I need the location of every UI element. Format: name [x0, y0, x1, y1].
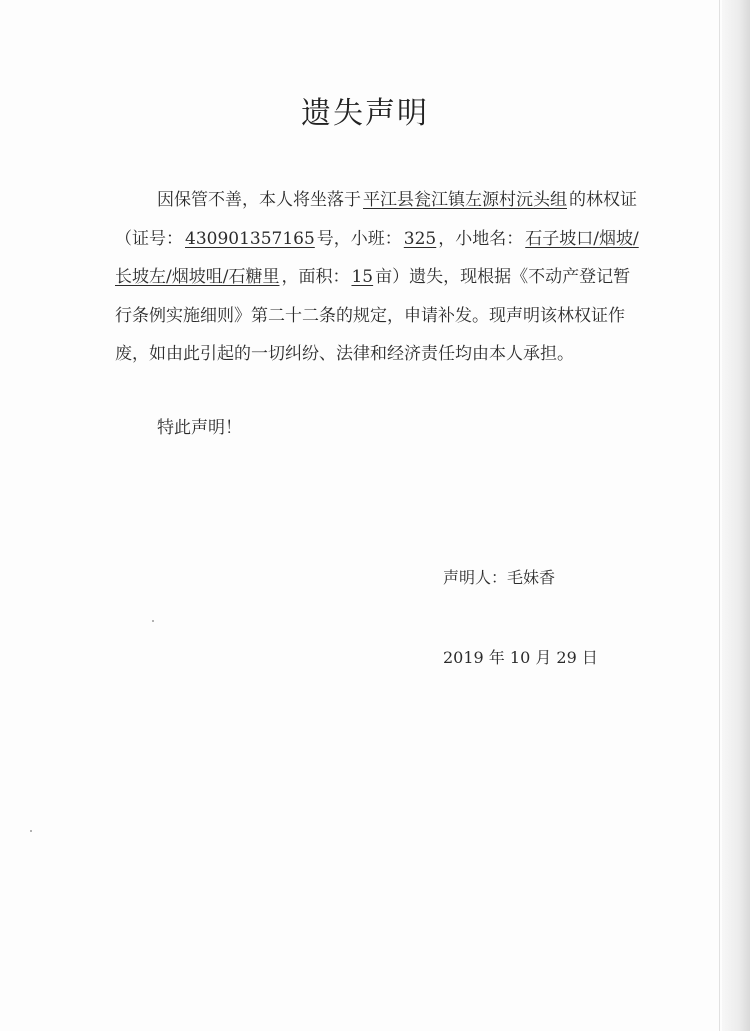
- text-cert-label: 的林权证（证号：: [115, 190, 637, 249]
- closing-line: 特此声明！: [157, 418, 242, 438]
- document-title: 遗失声明: [301, 96, 429, 131]
- place-name-field: 石子坡口/烟坡/长坡左/烟坡咀/石糖里: [115, 228, 639, 287]
- scan-speck: [152, 620, 154, 622]
- statement-body: [115, 181, 643, 374]
- scan-speck: [30, 830, 32, 832]
- subclass-field: 325: [403, 228, 437, 249]
- text-remainder: 亩）遗失，现根据《不动产登记暂行条例实施细则》第二十二条的规定，申请补发。现声明该林权证作废，如由此引起的一切纠纷、法律和经济责任均由本人承担。: [115, 267, 631, 364]
- area-field: 15: [351, 267, 374, 287]
- text-intro: 因保管不善，本人将坐落于: [157, 190, 361, 210]
- cert-number-field: 430901357165: [185, 228, 315, 249]
- text-placename-label: ，小地名：: [438, 228, 524, 249]
- location-field: 平江县瓮江镇左源村沅头组: [363, 190, 567, 210]
- text-area-label: ，面积：: [281, 267, 350, 287]
- page-edge-line: [719, 0, 720, 1031]
- date-line: 2019 年 10 月 29 日: [443, 648, 598, 667]
- text-subclass-label: 号，小班：: [316, 228, 402, 249]
- statement-paragraph: [115, 181, 643, 374]
- page-edge-shadow: [722, 0, 750, 1031]
- declarant-line: 声明人：毛妹香: [443, 568, 556, 587]
